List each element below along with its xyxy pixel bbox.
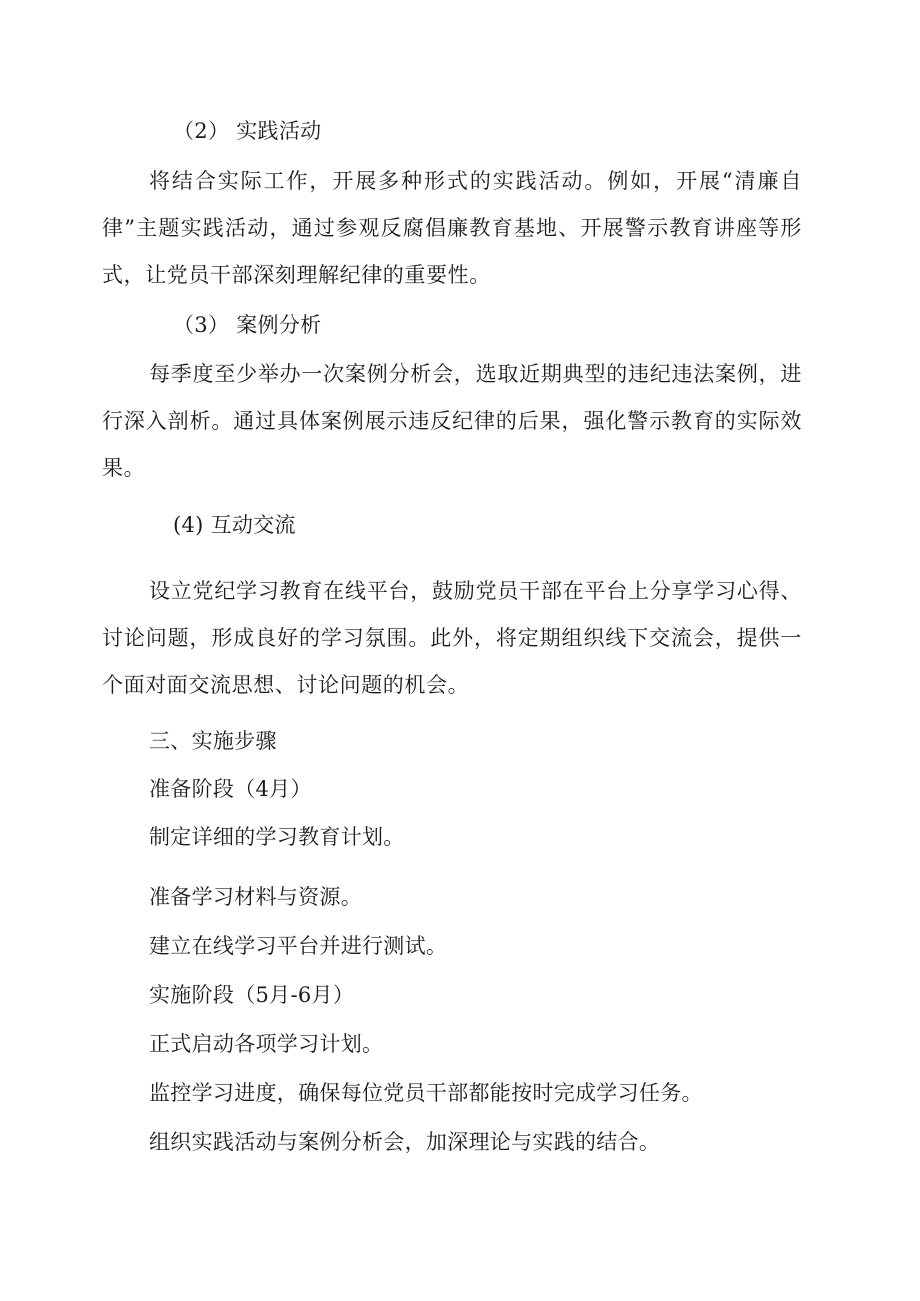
- section-4-body: 设立党纪学习教育在线平台，鼓励党员干部在平台上分享学习心得、讨论问题，形成良好的学习氛围。此外，将定期组织线下交流会，提供一个面对面交流思想、讨论问题的机会。: [102, 579, 802, 697]
- section-3-body: 每季度至少举办一次案例分析会，选取近期典型的违纪违法案例，进行深入剖析。通过具体案例展示违反纪律的后果，强化警示教育的实际效果。: [102, 362, 802, 480]
- prep-item: 准备学习材料与资源。: [149, 885, 362, 909]
- section-2-heading: （2） 实践活动: [173, 119, 322, 143]
- impl-item: 组织实践活动与案例分析会，加深理论与实践的结合。: [149, 1130, 661, 1154]
- prep-item: 制定详细的学习教育计划。: [149, 825, 405, 849]
- section-3-heading: （3） 案例分析: [173, 313, 322, 337]
- part-3-heading: 三、实施步骤: [149, 729, 277, 753]
- prep-stage-heading: 准备阶段（4月）: [149, 777, 312, 801]
- impl-item: 正式启动各项学习计划。: [149, 1032, 384, 1056]
- impl-stage-heading: 实施阶段（5月-6月）: [149, 983, 355, 1007]
- section-2-body: 将结合实际工作，开展多种形式的实践活动。例如，开展“清廉自律”主题实践活动，通过参观反腐倡廉教育基地、开展警示教育讲座等形式，让党员干部深刻理解纪律的重要性。: [102, 169, 802, 287]
- section-4-heading: (4) 互动交流: [173, 513, 296, 537]
- prep-item: 建立在线学习平台并进行测试。: [149, 934, 448, 958]
- impl-item: 监控学习进度，确保每位党员干部都能按时完成学习任务。: [149, 1081, 703, 1105]
